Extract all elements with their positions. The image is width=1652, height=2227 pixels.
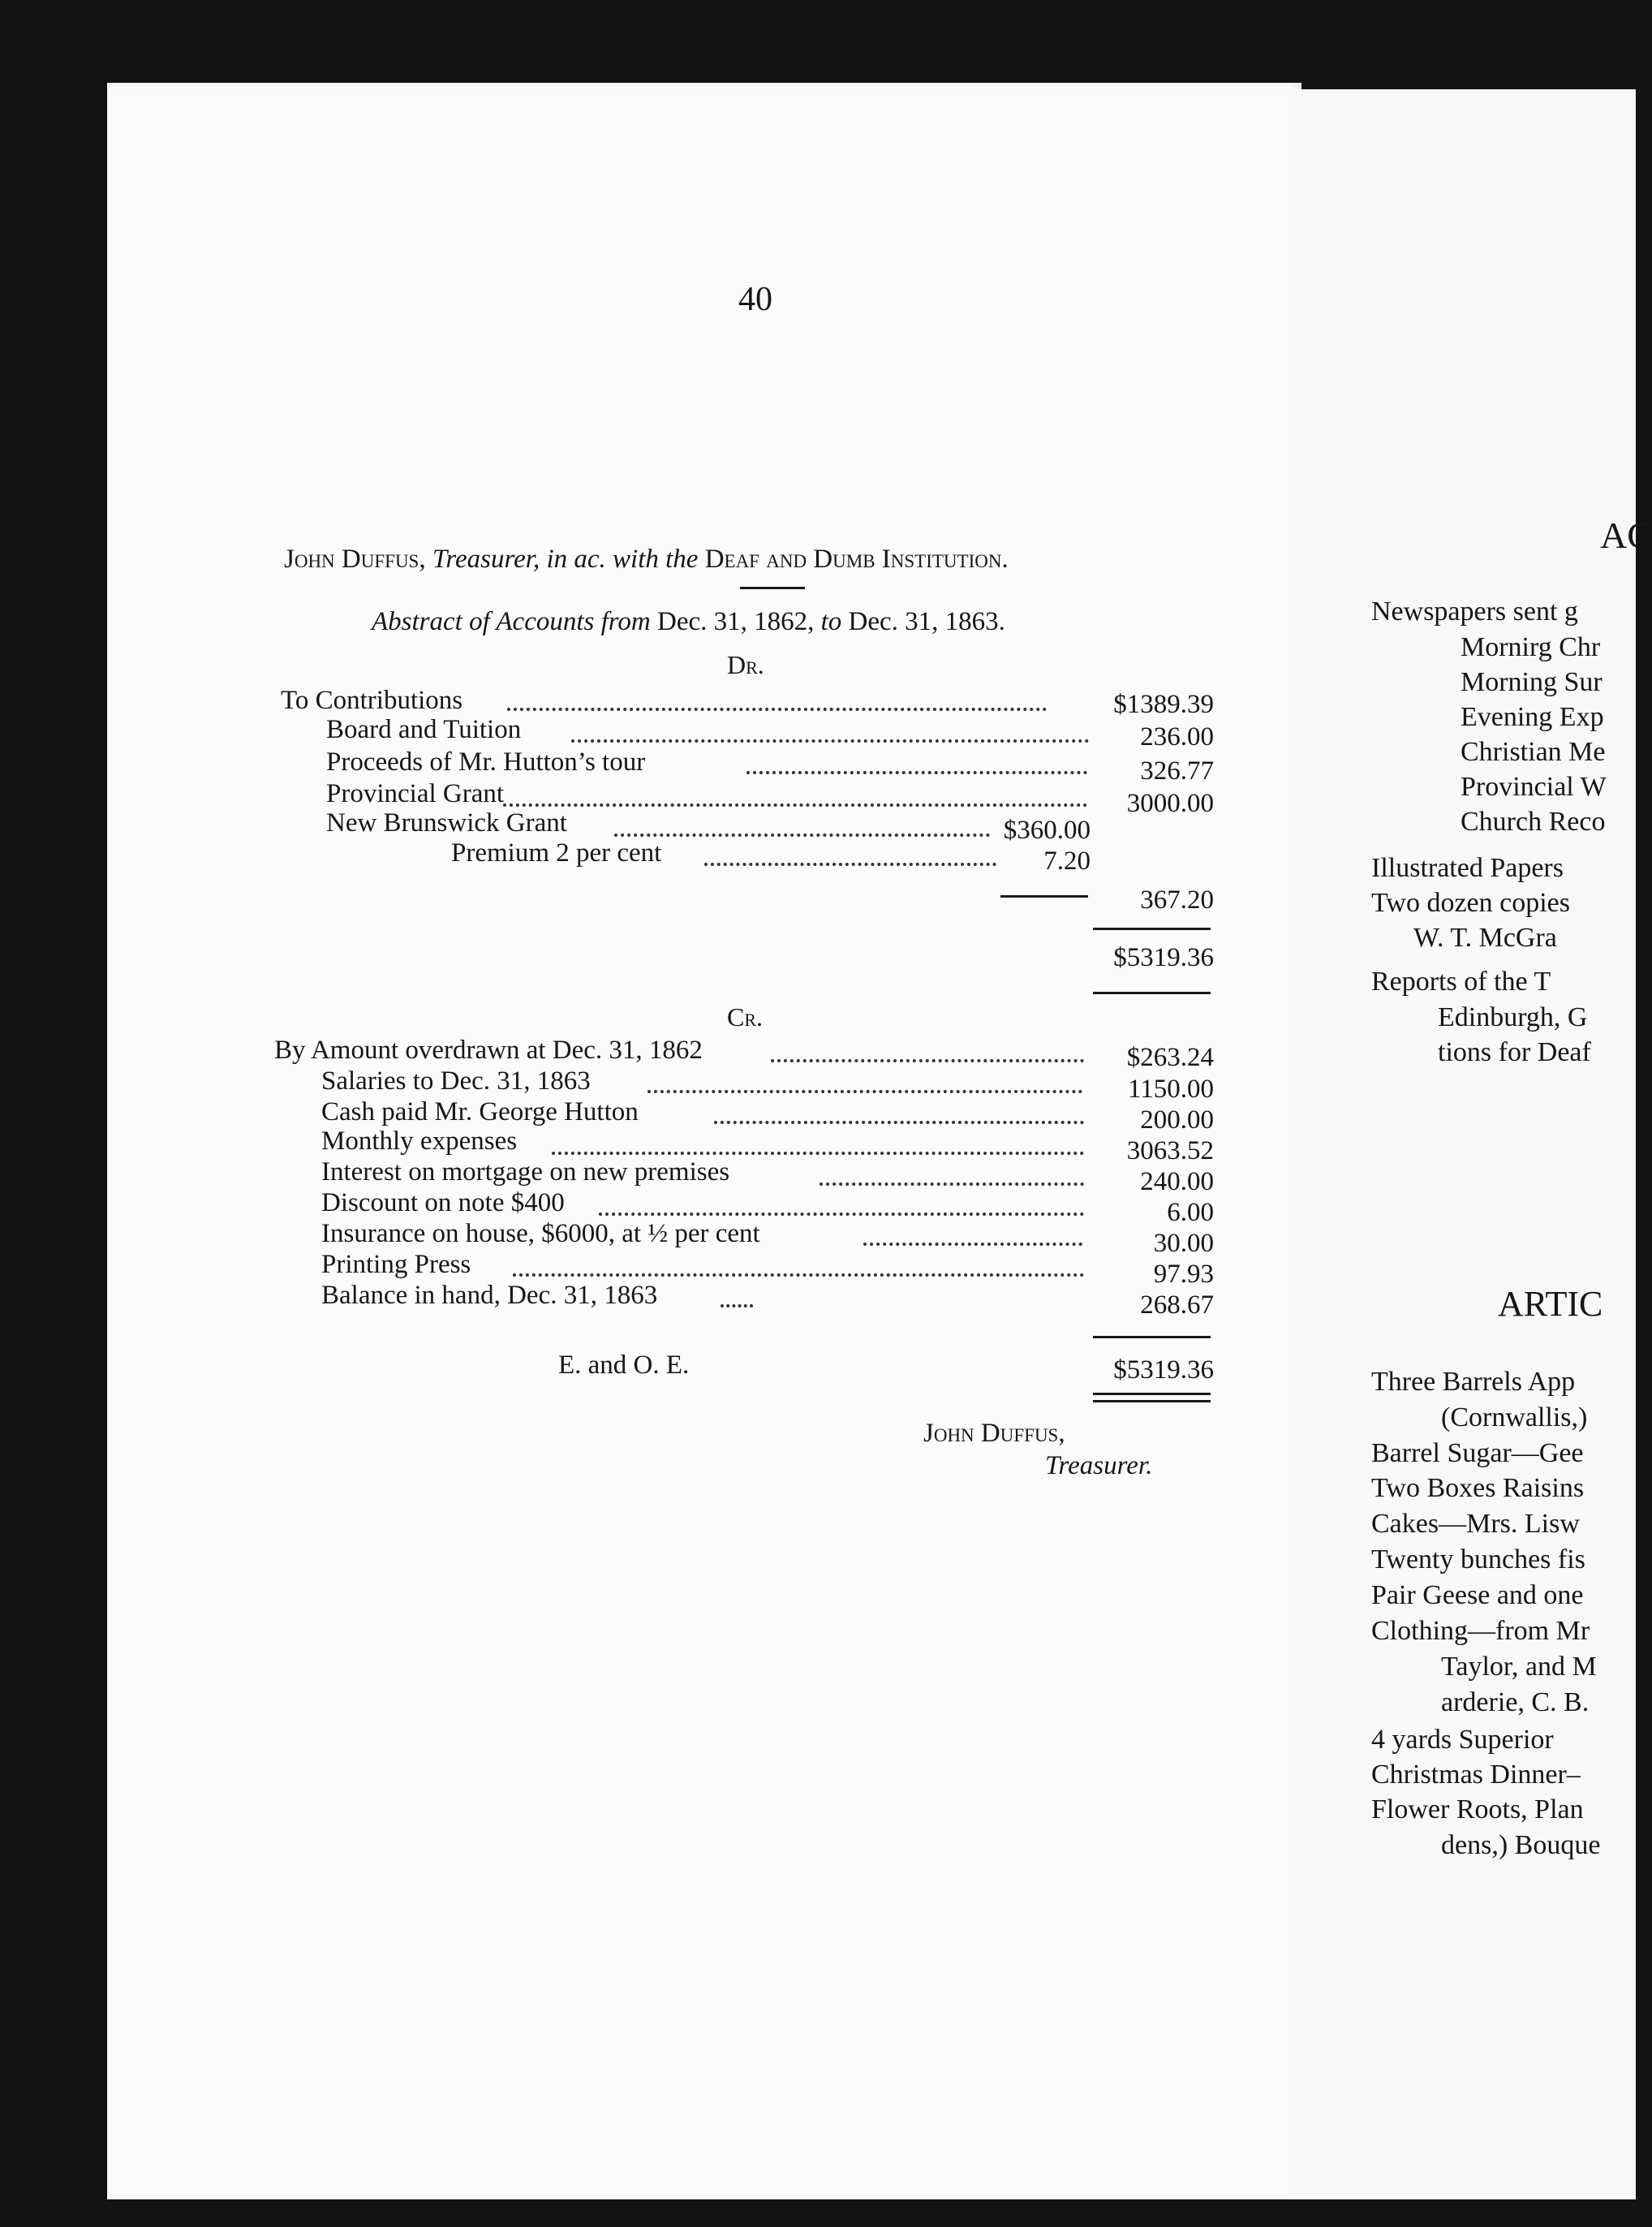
leader-dots (714, 1121, 1084, 1124)
debit-label: Dr. (727, 650, 764, 679)
article-line: Barrel Sugar—Gee (1371, 1438, 1584, 1468)
leader-dots (614, 834, 990, 837)
right-line: tions for Deaf (1438, 1037, 1591, 1067)
heading-role: Treasurer, in ac. with the (432, 545, 699, 574)
article-line: Two Boxes Raisins (1371, 1473, 1585, 1503)
leader-dots (863, 1243, 1082, 1246)
credit-row-amount: 200.00 (1140, 1105, 1214, 1135)
debit-row-desc: Premium 2 per cent (451, 838, 662, 868)
right-line: Two dozen copies (1371, 888, 1570, 918)
right-line: Christian Me (1461, 737, 1606, 767)
credit-row-amount: 240.00 (1140, 1167, 1214, 1196)
right-line: Provincial W (1461, 772, 1607, 802)
leader-dots (647, 1090, 1082, 1093)
subtotal-rule (1000, 895, 1088, 898)
credit-row-amount: 30.00 (1153, 1229, 1214, 1258)
debit-row-desc: Proceeds of Mr. Hutton’s tour (326, 747, 646, 777)
page-number: 40 (738, 281, 772, 318)
credit-total: $5319.36 (1113, 1355, 1214, 1385)
right-line: Church Reco (1461, 807, 1606, 837)
credit-row-desc: Balance in hand, Dec. 31, 1863 (321, 1281, 658, 1310)
right-articles-heading: ARTIC (1498, 1284, 1603, 1324)
leader-dots (513, 1273, 1084, 1277)
right-line: Morning Sur (1461, 667, 1603, 697)
leader-dots (503, 803, 1087, 807)
errors-omissions-note: E. and O. E. (558, 1350, 690, 1380)
credit-row-desc: Insurance on house, $6000, at ½ per cent (321, 1219, 760, 1248)
article-line: arderie, C. B. (1441, 1687, 1590, 1717)
signature-title: Treasurer. (1045, 1451, 1153, 1480)
right-line: Mornirg Chr (1461, 632, 1601, 662)
credit-row-amount: 268.67 (1140, 1290, 1214, 1320)
total-rule (1093, 1393, 1211, 1395)
right-line: Edinburgh, G (1438, 1002, 1588, 1032)
credit-row-amount: 6.00 (1167, 1198, 1214, 1227)
account-heading (284, 546, 1009, 573)
article-line: Clothing—from Mr (1371, 1616, 1590, 1646)
right-line: Illustrated Papers (1371, 853, 1564, 883)
article-line: Pair Geese and one (1371, 1580, 1584, 1610)
institution-name: Deaf and Dumb Institution. (704, 545, 1009, 574)
leader-dots (571, 739, 1089, 743)
debit-row-desc: New Brunswick Grant (326, 808, 567, 838)
credit-row-desc: Salaries to Dec. 31, 1863 (321, 1066, 591, 1096)
total-rule (1093, 1400, 1211, 1402)
debit-row-amount: $1389.39 (1113, 690, 1214, 719)
leader-dots (820, 1182, 1084, 1186)
debit-row-amount: 3000.00 (1126, 789, 1214, 818)
credit-row-amount: 3063.52 (1126, 1136, 1214, 1165)
debit-row-desc: Board and Tuition (326, 715, 522, 744)
article-line: Cakes—Mrs. Lisw (1371, 1509, 1580, 1539)
total-rule (1093, 992, 1211, 994)
heading-rule (740, 587, 805, 589)
debit-subtotal: 367.20 (1140, 885, 1214, 915)
credit-row-amount: $263.24 (1126, 1043, 1214, 1072)
article-line: 4 yards Superior (1371, 1725, 1554, 1755)
debit-total: $5319.36 (1113, 943, 1214, 972)
credit-row-amount: 97.93 (1153, 1260, 1214, 1289)
article-line: Three Barrels App (1371, 1367, 1576, 1397)
credit-row-desc: Printing Press (321, 1250, 471, 1279)
credit-row-desc: Interest on mortgage on new premises (321, 1157, 730, 1187)
treasurer-name: John Duffus, (284, 545, 426, 574)
debit-row-amount: 236.00 (1140, 722, 1214, 752)
total-rule (1093, 928, 1211, 930)
signature-name: John Duffus, (923, 1419, 1065, 1448)
leader-dots (746, 771, 1087, 774)
right-line: Evening Exp (1461, 702, 1604, 732)
leader-dots (771, 1059, 1084, 1062)
total-rule (1093, 1336, 1211, 1338)
debit-row-desc: To Contributions (281, 686, 463, 715)
credit-row-desc: Monthly expenses (321, 1126, 518, 1156)
credit-row-desc: By Amount overdrawn at Dec. 31, 1862 (274, 1036, 703, 1065)
article-line: Taylor, and M (1441, 1652, 1597, 1682)
leader-dots (507, 708, 1047, 711)
right-line: Reports of the T (1371, 967, 1551, 997)
article-line: Flower Roots, Plan (1371, 1794, 1584, 1824)
right-line: W. T. McGra (1413, 923, 1557, 953)
right-heading-fragment: AC (1600, 515, 1652, 556)
leader-dots (552, 1152, 1084, 1155)
article-line: (Cornwallis,) (1441, 1402, 1588, 1432)
right-page (1288, 89, 1636, 2199)
abstract-title: Abstract of Accounts from Dec. 31, 1862, to Dec. 31, 1863. (372, 607, 1005, 636)
right-line: Newspapers sent g (1371, 597, 1578, 627)
credit-row-amount: 1150.00 (1127, 1075, 1214, 1104)
debit-row-subamount: $360.00 (1003, 816, 1091, 845)
debit-row-subamount: 7.20 (1043, 846, 1091, 876)
credit-label: Cr. (727, 1002, 764, 1032)
credit-row-desc: Cash paid Mr. George Hutton (321, 1097, 639, 1126)
article-line: dens,) Bouque (1441, 1830, 1601, 1860)
article-line: Twenty bunches fis (1371, 1544, 1585, 1574)
leader-dots (721, 1304, 753, 1307)
debit-row-desc: Provincial Grant (326, 779, 505, 808)
credit-row-desc: Discount on note $400 (321, 1188, 565, 1217)
debit-row-amount: 326.77 (1140, 756, 1214, 786)
article-line: Christmas Dinner– (1371, 1760, 1581, 1790)
leader-dots (599, 1213, 1084, 1216)
